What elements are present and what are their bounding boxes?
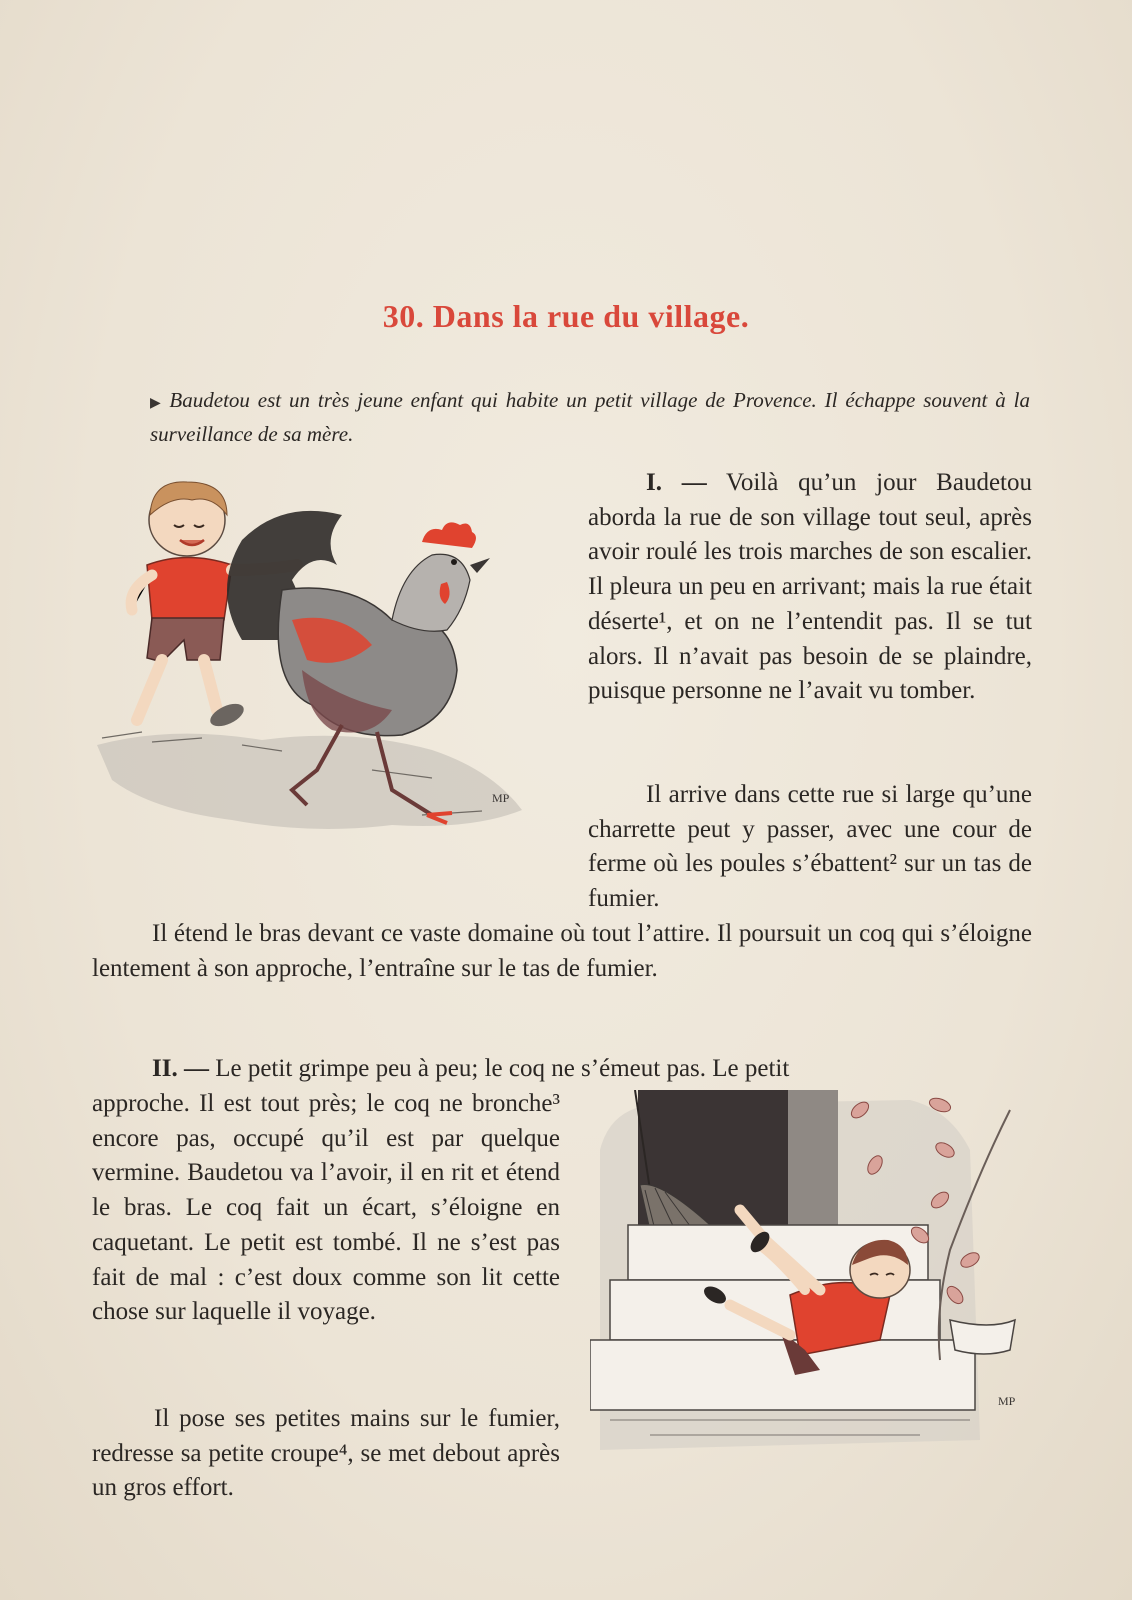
illustrator-signature-top: MP <box>492 791 510 805</box>
intro-text: Baudetou est un très jeune enfant qui habite un petit village de Provence. Il échappe souvent à la surveillance de sa mère. <box>150 388 1030 446</box>
illustrator-signature-bottom: MP <box>998 1394 1016 1408</box>
chapter-title: 30. Dans la rue du village. <box>382 298 750 334</box>
section-1-number: I. — <box>646 469 707 496</box>
arrow-bullet-icon: ▶ <box>150 396 164 411</box>
section-2-paragraph-2: Il pose ses petites mains sur le fumier, redresse sa petite croupe⁴, se met debout après un gros effort. <box>92 1405 560 1502</box>
section-2-first-line: II. — Le petit grimpe peu à peu; le coq ne s’émeut pas. Le petit <box>152 1055 790 1082</box>
section-1-paragraph-3: Il étend le bras devant ce vaste domaine où tout l’attire. Il poursuit un coq qui s’éloigne lentement à son approche, l’entraîne sur le tas de fumier. <box>92 920 1032 982</box>
child-steps-illustration <box>590 1090 1070 1510</box>
section-1-paragraph-1: I. — Voilà qu’un jour Baudetou aborda la rue de son village tout seul, après avoir roulé les trois marches de son escalier. Il pleura un peu en arrivant; mais la rue était déserte¹, et on ne l’entendit pas. Il se tut alors. Il n’avait pas besoin de se plaindre, puisque personne ne l’avait vu tomber. <box>588 469 1032 705</box>
boy-rooster-illustration <box>92 470 552 862</box>
section-2-paragraph-1: approche. Il est tout près; le coq ne bronche³ encore pas, occupé qu’il est par quelque vermine. Baudetou va l’avoir, il en rit et étend le bras. Le coq fait un écart, s’éloigne en caquetant. Le petit est tombé. Il ne s’est pas fait de mal : c’est doux comme son lit cette chose sur laquelle il voyage. <box>92 1090 560 1326</box>
intro-summary <box>150 385 1030 450</box>
section-1-paragraph-2: Il arrive dans cette rue si large qu’une charrette peut y passer, avec une cour de ferme où les poules s’ébattent² sur un tas de fumier. <box>588 781 1032 913</box>
section-2-number: II. — <box>152 1055 209 1082</box>
